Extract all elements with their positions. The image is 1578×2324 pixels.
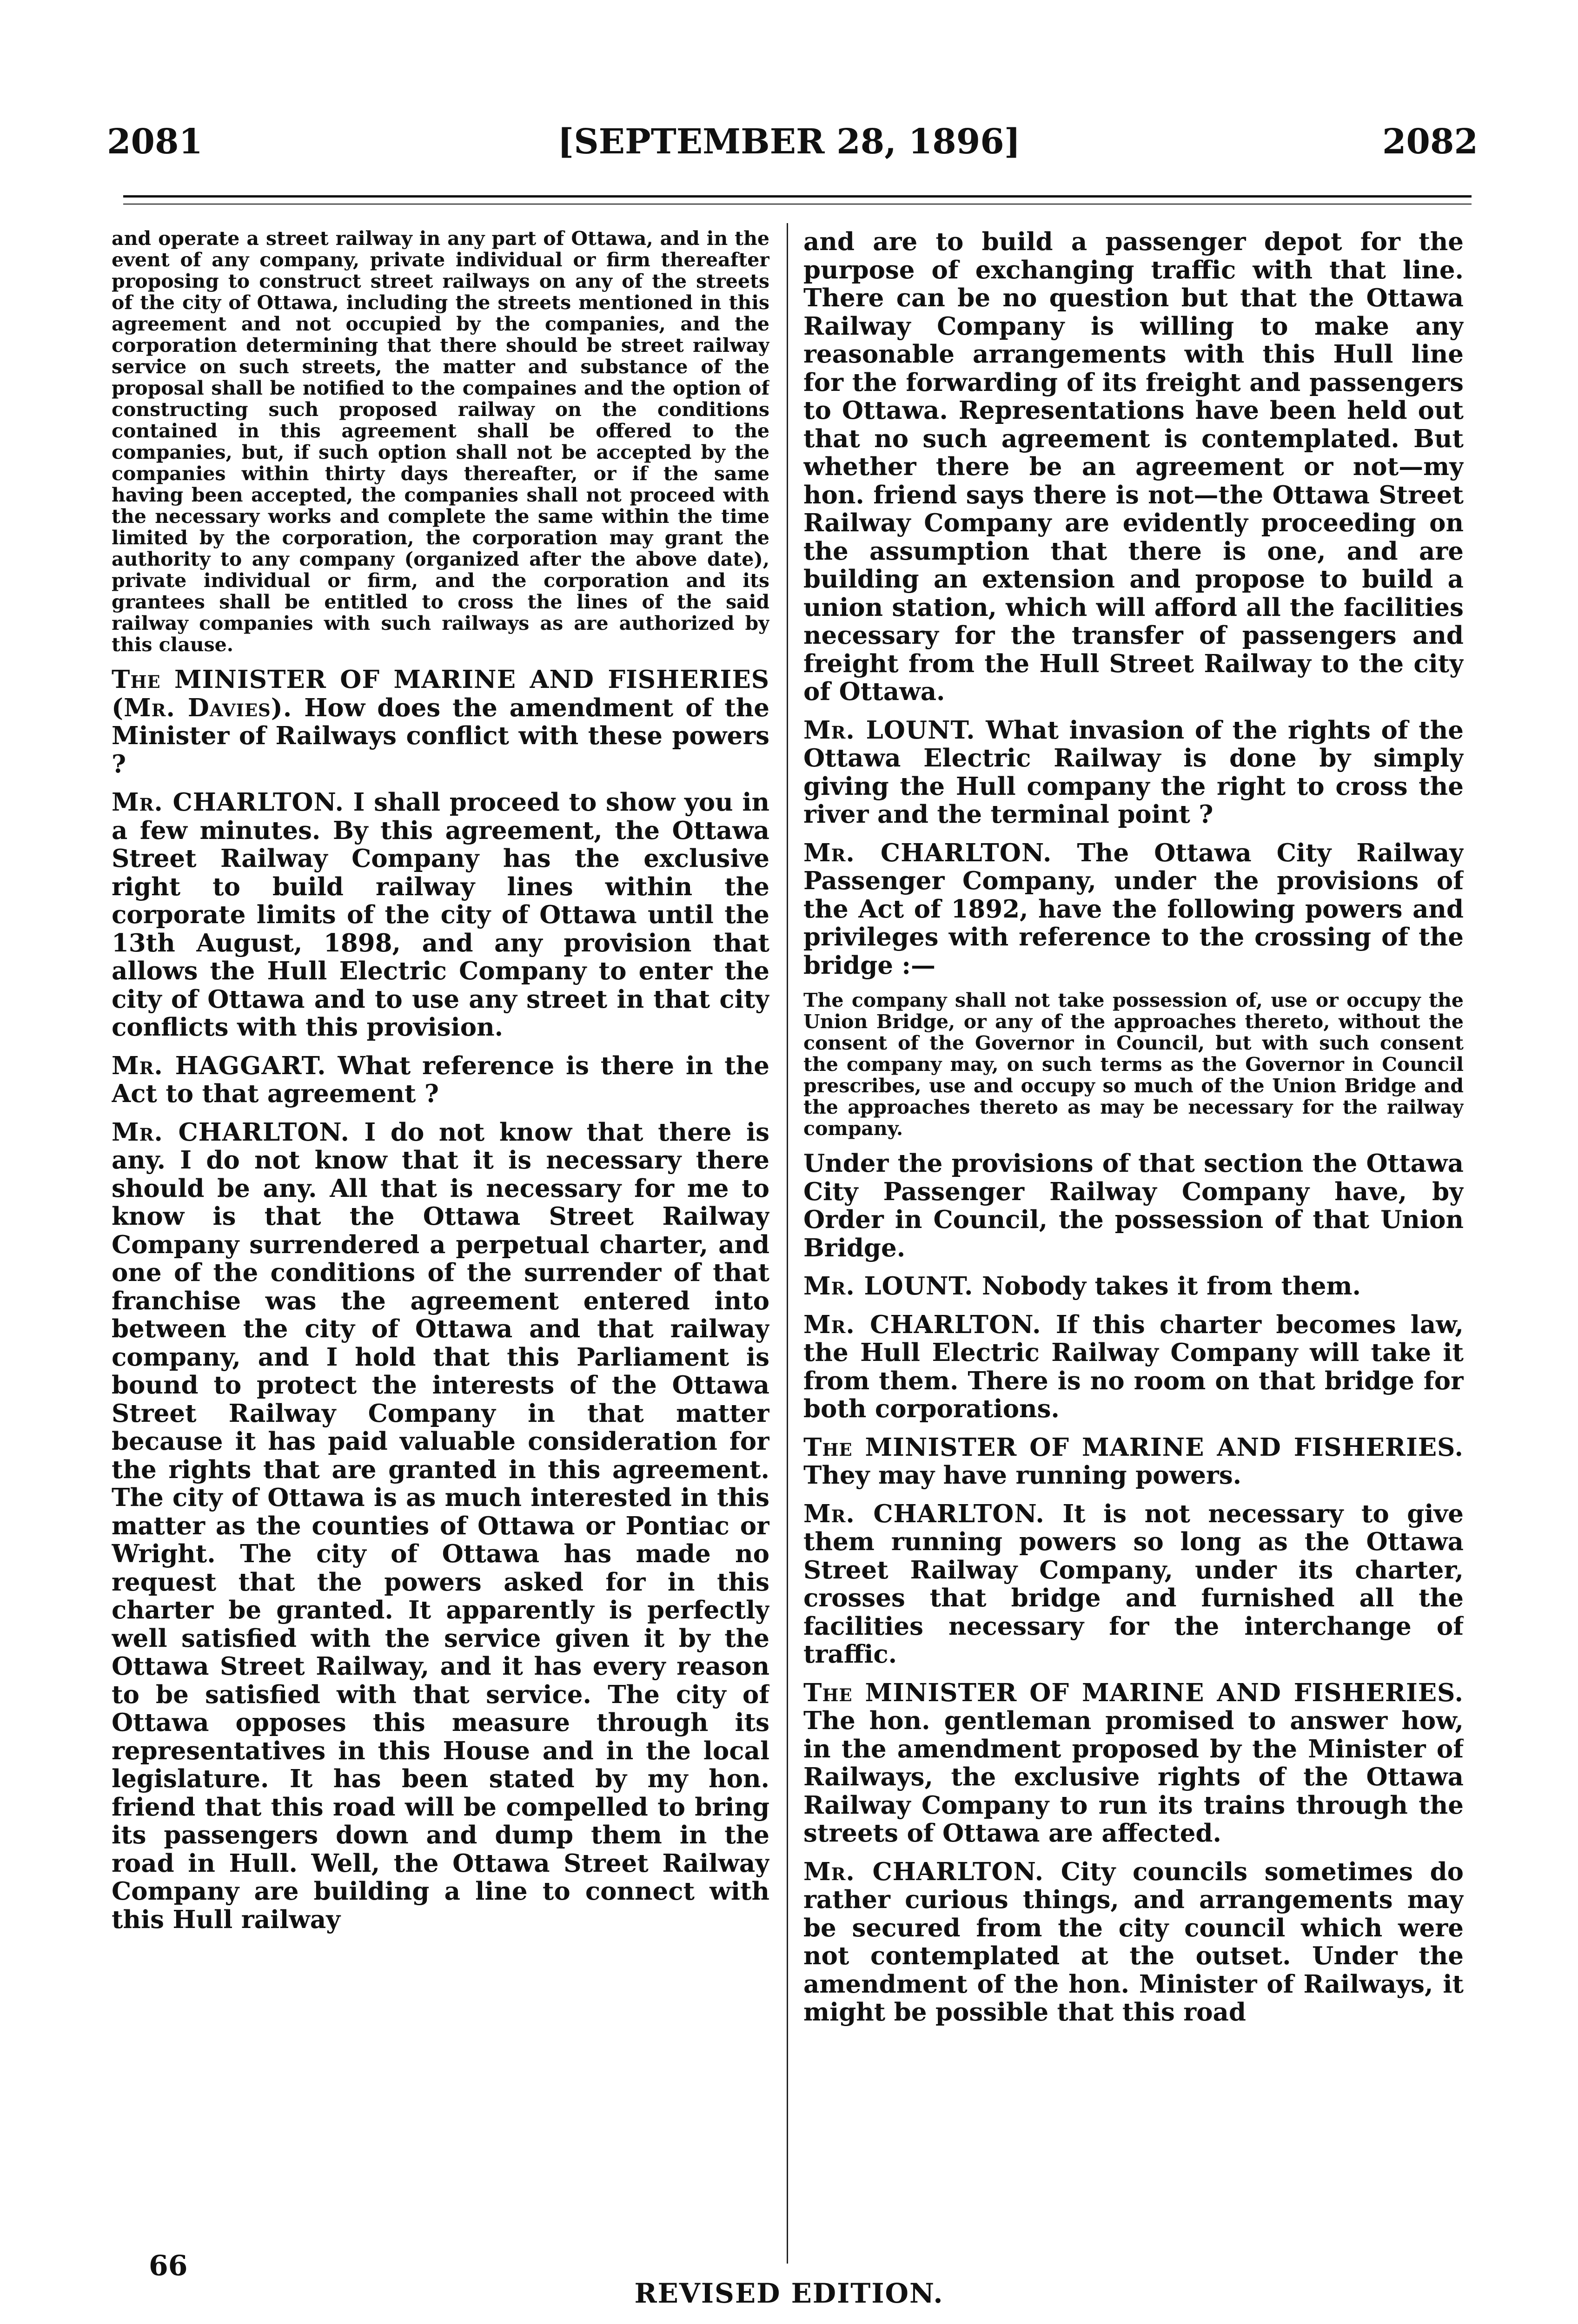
debate-paragraph [112, 1118, 769, 1934]
debate-paragraph [803, 839, 1464, 980]
debate-paragraph [803, 1500, 1464, 1669]
header-rule-thin [123, 204, 1472, 205]
paragraph-text: I shall proceed to show you in a few minutes. By this agreement, the Ottawa Street Railway Company has the exclusive right to build railway lines within the corporate limits of the city of Ottawa until the 13th August, 1898, and any provision that allows the Hull Electric Company to enter the city of Ottawa and to use any street in that city conflicts with this provision. [112, 788, 769, 1042]
paragraph-text: The Ottawa City Railway Passenger Company, under the provisions of the Act of 1892, have the following powers and privileges with reference to the crossing of the bridge :— [803, 838, 1464, 980]
paragraph-text: Under the provisions of that section the Ottawa City Passenger Railway Company have, by Order in Council, the possession of that Union Bridge. [803, 1149, 1464, 1262]
paragraph-text: They may have running powers. [803, 1461, 1242, 1490]
debate-paragraph [803, 1311, 1464, 1423]
speaker-name: Mr. HAGGART. [112, 1051, 326, 1080]
speaker-name: Mr. LOUNT. [803, 1272, 974, 1301]
header-rule [123, 195, 1472, 198]
paragraph-text: Nobody takes it from them. [981, 1272, 1361, 1301]
paragraph-text: What invasion of the rights of the Ottawa Electric Railway is done by simply giving the Hull company the right to cross the river and the terminal point ? [803, 715, 1464, 829]
right-page-number: 2082 [1382, 122, 1478, 162]
column-divider [787, 223, 788, 2264]
speaker-name: The MINISTER OF MARINE AND FISHERIES. [803, 1678, 1464, 1707]
speaker-name: The MINISTER OF MARINE AND FISHERIES (Mr. Davies). [112, 665, 769, 722]
paragraph-text: If this charter becomes law, the Hull Electric Railway Company will take it from them. There is no room on that bridge for both corporations. [803, 1310, 1464, 1423]
paragraph-text: How does the amendment of the Minister of Railways conflict with these powers ? [112, 693, 769, 779]
page-header [0, 116, 1578, 177]
page-footer [0, 2250, 1578, 2324]
left-column [112, 228, 769, 2254]
paragraph-text: and operate a street railway in any part of Ottawa, and in the event of any company, private individual or firm thereafter proposing to construct street railways on any of the streets of the city of Ottawa, including the streets mentioned in this agreement and not occupied by the companies, and the corporation determining that there should be street railway service on such streets, the matter and substance of the proposal shall be notified to the compaines and the option of constructing such proposed railway on the conditions contained in this agreement shall be offered to the companies, but, if such option shall not be accepted by the companies within thirty days thereafter, or if the same having been accepted, the companies shall not proceed with the necessary works and complete the same within the time limited by the corporation, the corporation may grant the authority to any company (organized after the above date), private individual or firm, and the corporation and its grantees shall be entitled to cross the lines of the said railway companies with such railways as are authorized by this clause. [112, 228, 769, 656]
speaker-name: Mr. CHARLTON. [803, 1310, 1041, 1339]
speaker-name: Mr. CHARLTON. [112, 1117, 350, 1147]
debate-paragraph [803, 1858, 1464, 2027]
paragraph-text: I do not know that there is any. I do not know that it is necessary there should be any. All that is necessary for me to know is that the Ottawa Street Railway Company surrendered a perpetual charter, and one of the conditions of the surrender of that franchise was the agreement entered into between the city of Ottawa and that railway company, and I hold that this Parliament is bound to protect the interests of the Ottawa Street Railway Company in that matter because it has paid valuable consideration for the rights that are granted in this agreement. The city of Ottawa is as much interested in this matter as the counties of Ottawa or Pontiac or Wright. The city of Ottawa has made no request that the powers asked for in this charter be granted. It apparently is perfectly well satisfied with the service given it by the Ottawa Street Railway, and it has every reason to be satisfied with that service. The city of Ottawa opposes this measure through its representatives in this House and in the local legislature. It has been stated by my hon. friend that this road will be compelled to bring its passengers down and dump them in the road in Hull. Well, the Ottawa Street Railway Company are building a line to connect with this Hull railway [112, 1117, 769, 1934]
debate-paragraph [803, 228, 1464, 706]
speaker-name: The MINISTER OF MARINE AND FISHERIES. [803, 1433, 1464, 1462]
debate-paragraph [803, 1679, 1464, 1848]
paragraph-text: City councils sometimes do rather curious things, and arrangements may be secured from the city council which were not contemplated at the outset. Under the amendment of the hon. Minister of Railways, it might be possible that this road [803, 1857, 1464, 2027]
debate-paragraph [803, 716, 1464, 829]
left-page-number: 2081 [107, 122, 203, 162]
speaker-name: Mr. CHARLTON. [803, 1499, 1045, 1528]
paragraph-text: The company shall not take possession of, use or occupy the Union Bridge, or any of the approaches thereto, without the consent of the Governor in Council, but with such consent the company may, on such terms as the Governor in Council prescribes, use and occupy so much of the Union Bridge and the approaches thereto as may be necessary for the railway company. [803, 989, 1464, 1140]
debate-paragraph [112, 666, 769, 778]
quoted-paragraph [112, 228, 769, 655]
footer-page-number: 66 [149, 2250, 188, 2282]
speaker-name: Mr. CHARLTON. [112, 788, 345, 817]
debate-paragraph [803, 1433, 1464, 1490]
speaker-name: Mr. CHARLTON. [803, 838, 1052, 867]
speaker-name: Mr. LOUNT. [803, 715, 975, 745]
right-column [803, 228, 1464, 2254]
paragraph-text: It is not necessary to give them running powers so long as the Ottawa Street Railway Company, under its charter, crosses that bridge and furnished all the facilities necessary for the interchange of traffic. [803, 1499, 1464, 1669]
debate-paragraph [112, 1052, 769, 1108]
paragraph-text: What reference is there in the Act to that agreement ? [112, 1051, 769, 1108]
edition-label: REVISED EDITION. [634, 2278, 944, 2309]
page-date: [SEPTEMBER 28, 1896] [557, 122, 1021, 162]
paragraph-text: and are to build a passenger depot for the purpose of exchanging traffic with that line. There can be no question but that the Ottawa Railway Company is willing to make any reasonable arrangements with this Hull line for the forwarding of its freight and passengers to Ottawa. Representations have been held out that no such agreement is contemplated. But whether there be an agreement or not—my hon. friend says there is not—the Ottawa Street Railway Company are evidently proceeding on the assumption that there is one, and are building an extension and propose to build a union station, which will afford all the facilities necessary for the transfer of passengers and freight from the Hull Street Railway to the city of Ottawa. [803, 228, 1464, 706]
debate-paragraph [112, 788, 769, 1042]
speaker-name: Mr. CHARLTON. [803, 1857, 1044, 1886]
quoted-paragraph [803, 990, 1464, 1139]
debate-paragraph [803, 1272, 1464, 1301]
debate-paragraph [803, 1149, 1464, 1262]
paragraph-text: The hon. gentleman promised to answer how, in the amendment proposed by the Minister of Railways, the exclusive rights of the Ottawa Railway Company to run its trains through the streets of Ottawa are affected. [803, 1706, 1464, 1848]
